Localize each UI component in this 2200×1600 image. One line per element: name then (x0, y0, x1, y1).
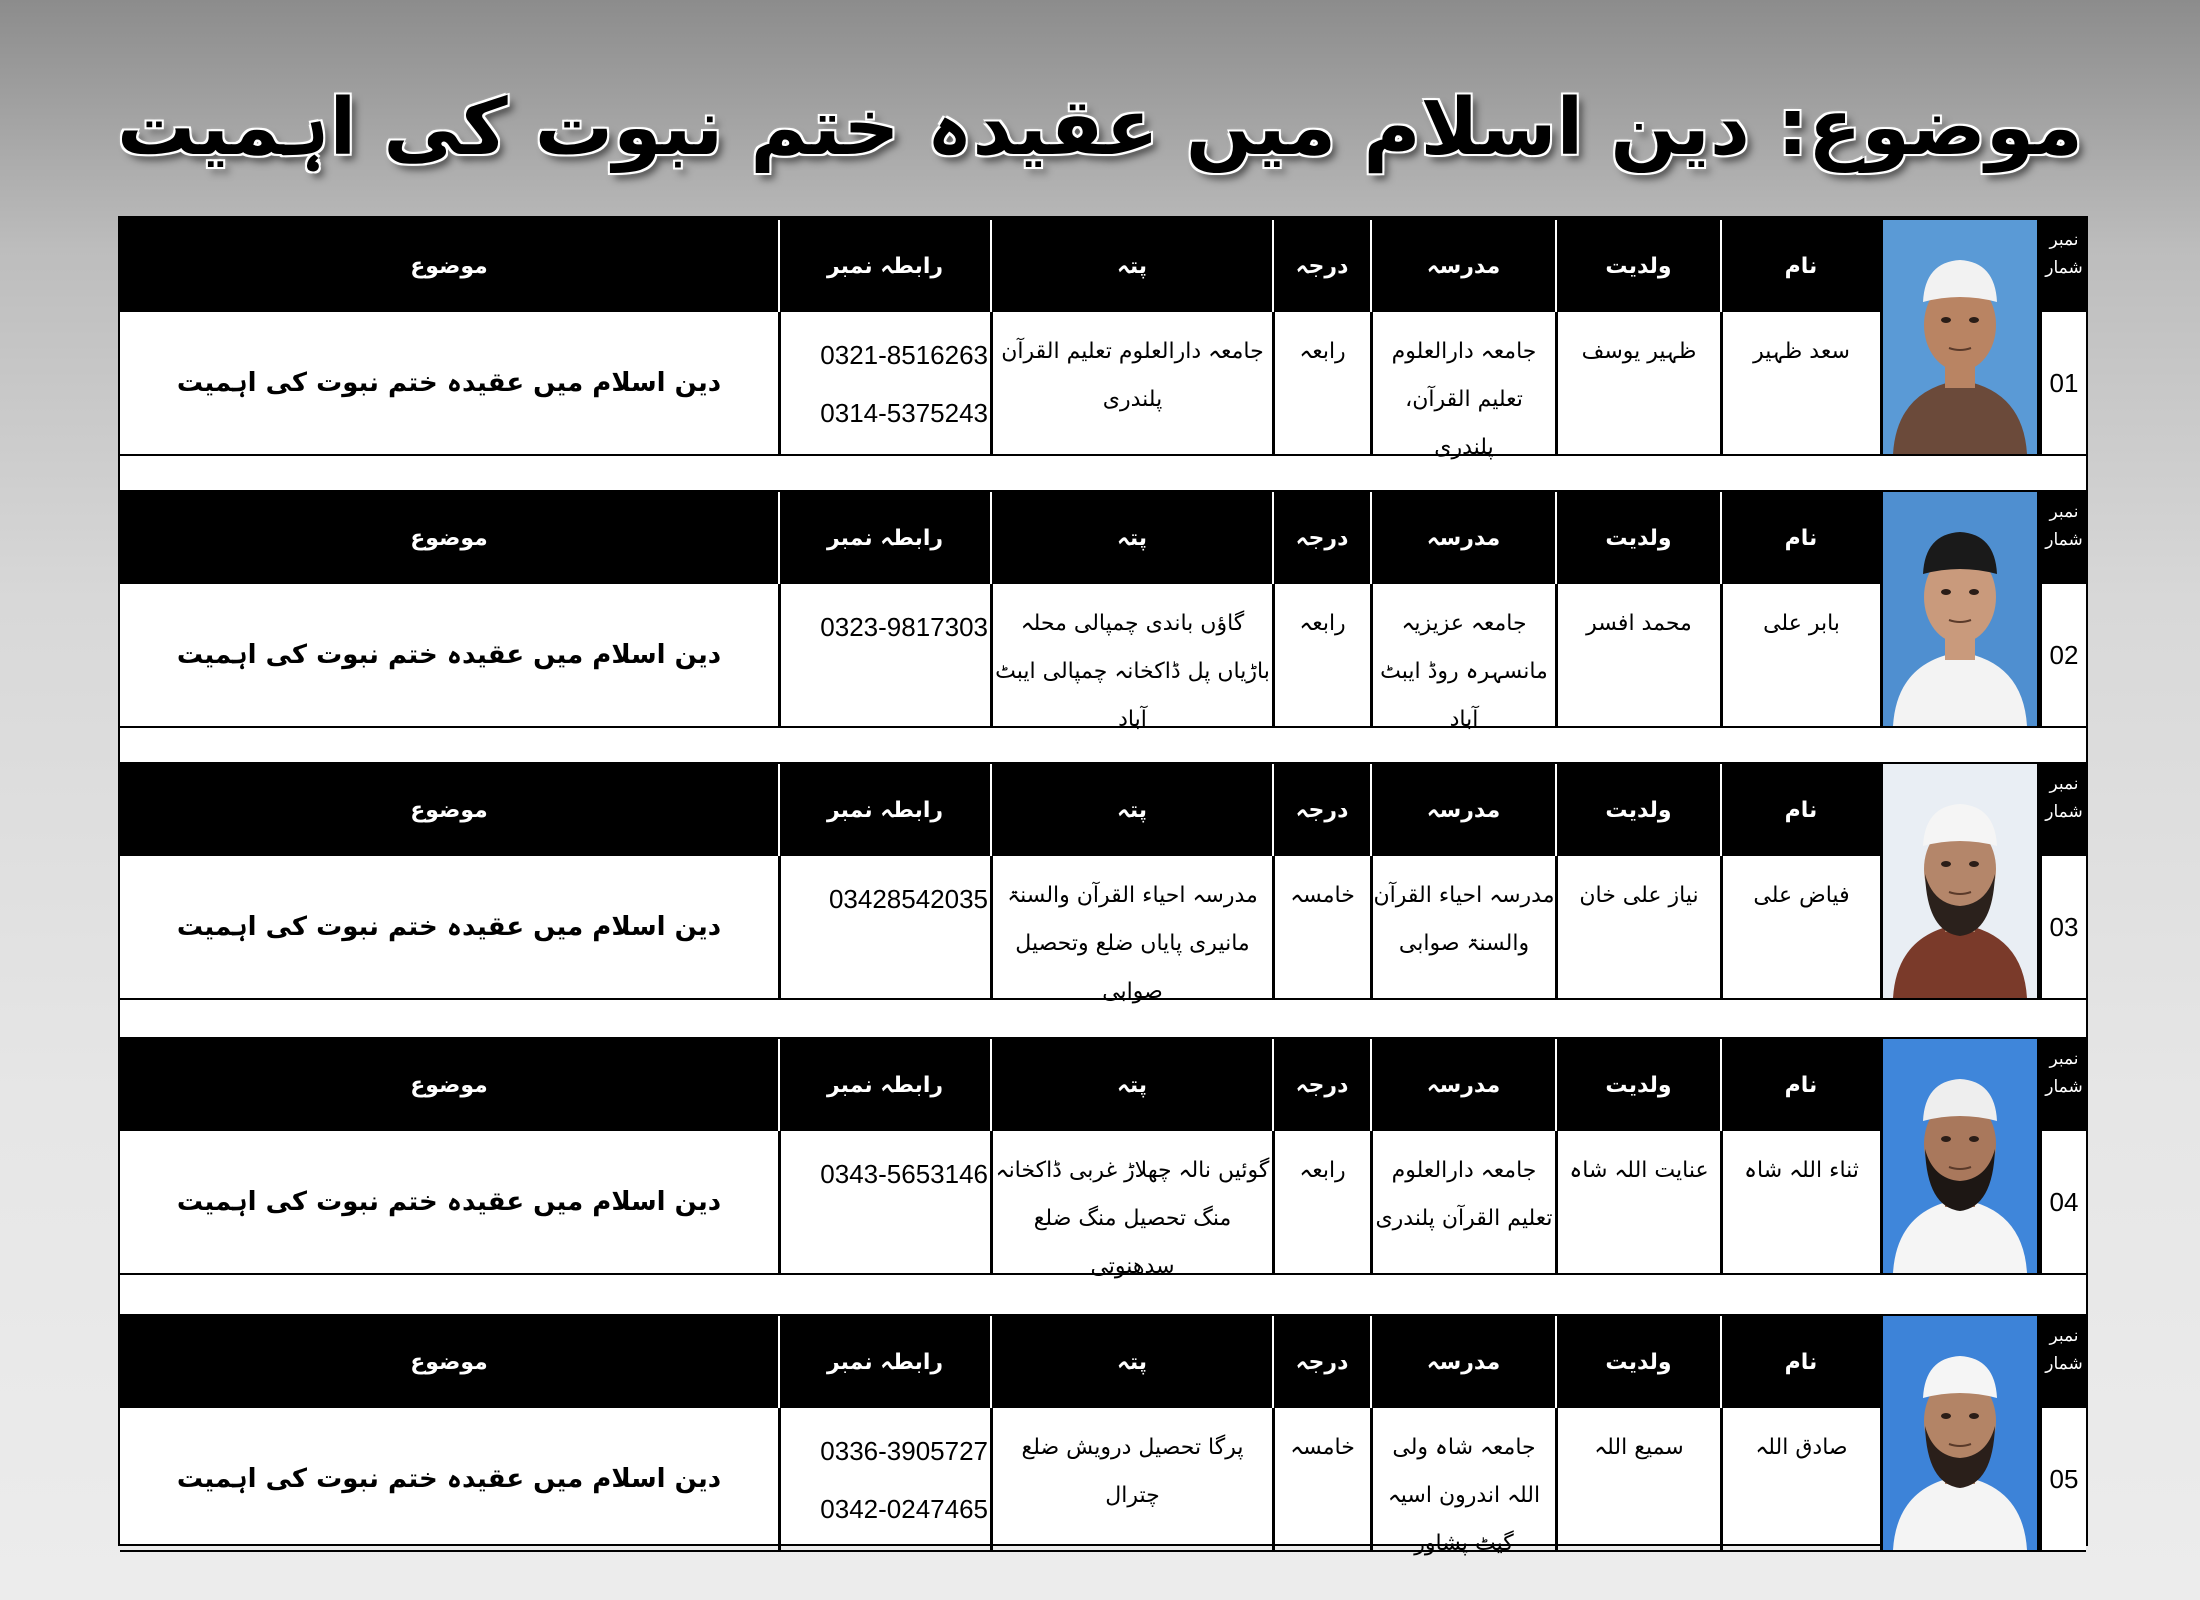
photo-eye-left (1941, 861, 1951, 867)
contact-cell (778, 312, 990, 454)
serial-number: 05 (2049, 1463, 2079, 1494)
header-parentage: ولدیت (1555, 764, 1720, 856)
header-grade: درجہ (1272, 492, 1370, 584)
portrait-image (1883, 764, 2037, 998)
serial-number: 04 (2049, 1186, 2079, 1217)
phone-number: 0323-9817303 (820, 612, 988, 642)
grade-cell (1272, 856, 1370, 998)
topic-cell: دین اسلام میں عقیدہ ختم نبوت کی اہمیت (176, 1464, 722, 1494)
name-cell-text: بابر علی (1763, 611, 1840, 636)
name-cell-text: فیاض علی (1753, 883, 1850, 908)
name-cell (1720, 856, 1880, 998)
madrasa-cell (1370, 1131, 1555, 1273)
grade-cell (1272, 312, 1370, 454)
serial-number: 03 (2049, 911, 2079, 942)
header-topic: موضوع (410, 253, 488, 279)
parentage-cell-text: سمیع اللہ (1594, 1435, 1684, 1460)
address-cell (990, 584, 1272, 732)
serial-column (2040, 1316, 2086, 1550)
photo-eye-left (1941, 1136, 1951, 1142)
header-address: پتہ (990, 220, 1272, 312)
name-cell-text: صادق اللہ (1755, 1435, 1848, 1460)
topic-cell: دین اسلام میں عقیدہ ختم نبوت کی اہمیت (176, 368, 722, 398)
name-cell (1720, 584, 1880, 726)
header-address: پتہ (990, 1039, 1272, 1131)
serial-column (2040, 220, 2086, 454)
grade-cell-text: رابعہ (1299, 611, 1346, 636)
header-name: نام (1720, 492, 1880, 584)
header-topic: موضوع (410, 1349, 488, 1375)
photo-eye-right (1969, 1136, 1979, 1142)
record-row (120, 490, 2086, 732)
topic-cell: دین اسلام میں عقیدہ ختم نبوت کی اہمیت (176, 912, 722, 942)
parentage-cell (1555, 312, 1720, 454)
photo-eye-right (1969, 1413, 1979, 1419)
header-madrasa: مدرسہ (1370, 1316, 1555, 1408)
parentage-cell-text: نیاز علی خان (1579, 883, 1699, 908)
madrasa-cell (1370, 584, 1555, 732)
serial-column (2040, 492, 2086, 726)
address-cell (990, 312, 1272, 454)
student-photo (1880, 492, 2040, 726)
madrasa-cell-text: جامعہ شاہ ولی اللہ اندرون اسیہ گیٹ پشاور (1387, 1435, 1541, 1556)
contact-cell (778, 584, 990, 726)
parentage-cell-text: عنایت اللہ شاہ (1569, 1158, 1709, 1183)
parentage-cell (1555, 856, 1720, 998)
serial-column (2040, 764, 2086, 998)
header-contact: رابطہ نمبر (778, 1316, 990, 1408)
photo-eye-right (1969, 861, 1979, 867)
grade-cell-text: خامسہ (1290, 1435, 1355, 1460)
address-cell-text: گاؤں باندی چمپالی محلہ باڑیاں پل ڈاکخانہ چمپالی ایبٹ آباد (995, 611, 1270, 732)
header-topic: موضوع (410, 525, 488, 551)
madrasa-cell (1370, 856, 1555, 998)
parentage-cell-text: محمد افسر (1586, 611, 1692, 636)
header-grade: درجہ (1272, 1039, 1370, 1131)
header-madrasa: مدرسہ (1370, 1039, 1555, 1131)
header-contact: رابطہ نمبر (778, 220, 990, 312)
student-photo (1880, 1039, 2040, 1273)
address-cell-text: جامعہ دارالعلوم تعلیم القرآن پلندری (1001, 339, 1264, 412)
header-contact: رابطہ نمبر (778, 492, 990, 584)
madrasa-cell (1370, 1408, 1555, 1556)
grade-cell (1272, 1408, 1370, 1550)
phone-number: 03428542035 (828, 884, 988, 914)
header-topic: موضوع (410, 1072, 488, 1098)
header-grade: درجہ (1272, 1316, 1370, 1408)
header-address: پتہ (990, 492, 1272, 584)
header-serial: نمبر شمار (2042, 1316, 2086, 1408)
address-cell-text: گوئیں نالہ چھلاڑ غربی ڈاکخانہ منگ تحصیل منگ ضلع سدھنوتی (995, 1158, 1270, 1279)
portrait-image (1883, 1316, 2037, 1550)
address-cell-text: پرگا تحصیل درویش ضلع چترال (1021, 1435, 1244, 1508)
parentage-cell-text: ظہیر یوسف (1581, 339, 1697, 364)
header-parentage: ولدیت (1555, 1316, 1720, 1408)
address-cell-text: مدرسہ احیاء القرآن والسنۃ مانیری پایاں ضلع وتحصیل صوابی (1007, 883, 1258, 1004)
header-name: نام (1720, 1039, 1880, 1131)
header-address: پتہ (990, 1316, 1272, 1408)
photo-eye-left (1941, 1413, 1951, 1419)
grade-cell-text: رابعہ (1299, 1158, 1346, 1183)
madrasa-cell (1370, 312, 1555, 460)
record-row (120, 762, 2086, 1004)
header-grade: درجہ (1272, 220, 1370, 312)
grade-cell-text: رابعہ (1299, 339, 1346, 364)
parentage-cell (1555, 584, 1720, 726)
student-photo (1880, 1316, 2040, 1550)
madrasa-cell-text: جامعہ دارالعلوم تعلیم القرآن، پلندری (1391, 339, 1537, 460)
header-parentage: ولدیت (1555, 220, 1720, 312)
header-contact: رابطہ نمبر (778, 764, 990, 856)
phone-number: 0336-3905727 (820, 1436, 988, 1466)
photo-eye-right (1969, 317, 1979, 323)
grade-cell (1272, 584, 1370, 726)
contact-cell (778, 1131, 990, 1273)
madrasa-cell-text: جامعہ دارالعلوم تعلیم القرآن پلندری (1375, 1158, 1553, 1231)
header-madrasa: مدرسہ (1370, 764, 1555, 856)
title-text: موضوع: دین اسلام میں عقیدہ ختم نبوت کی اہمیت (117, 83, 2083, 173)
header-name: نام (1720, 1316, 1880, 1408)
name-cell (1720, 1408, 1880, 1550)
contact-cell (778, 1408, 990, 1550)
address-cell (990, 1408, 1272, 1550)
header-serial: نمبر شمار (2042, 764, 2086, 856)
name-cell-text: سعد ظہیر (1753, 339, 1850, 364)
serial-column (2040, 1039, 2086, 1273)
header-contact: رابطہ نمبر (778, 1039, 990, 1131)
photo-eye-left (1941, 317, 1951, 323)
student-photo (1880, 764, 2040, 998)
portrait-image (1883, 220, 2037, 454)
parentage-cell (1555, 1408, 1720, 1550)
records-sheet (118, 216, 2088, 1556)
student-photo (1880, 220, 2040, 454)
header-name: نام (1720, 764, 1880, 856)
phone-number: 0342-0247465 (820, 1494, 988, 1524)
topic-cell: دین اسلام میں عقیدہ ختم نبوت کی اہمیت (176, 1187, 722, 1217)
header-madrasa: مدرسہ (1370, 492, 1555, 584)
photo-eye-left (1941, 589, 1951, 595)
address-cell (990, 1131, 1272, 1279)
record-row (120, 218, 2086, 460)
header-name: نام (1720, 220, 1880, 312)
header-serial: نمبر شمار (2042, 1039, 2086, 1131)
header-serial: نمبر شمار (2042, 220, 2086, 312)
header-madrasa: مدرسہ (1370, 220, 1555, 312)
page-title (0, 58, 2200, 198)
record-row (120, 1037, 2086, 1279)
header-parentage: ولدیت (1555, 492, 1720, 584)
name-cell (1720, 1131, 1880, 1273)
madrasa-cell-text: جامعہ عزیزیہ مانسہرہ روڈ ایبٹ آباد (1380, 611, 1548, 732)
contact-cell (778, 856, 990, 998)
topic-cell: دین اسلام میں عقیدہ ختم نبوت کی اہمیت (176, 640, 722, 670)
name-cell-text: ثناء اللہ شاہ (1744, 1158, 1859, 1183)
header-topic: موضوع (410, 797, 488, 823)
photo-eye-right (1969, 589, 1979, 595)
portrait-image (1883, 1039, 2037, 1273)
header-grade: درجہ (1272, 764, 1370, 856)
grade-cell-text: خامسہ (1290, 883, 1355, 908)
phone-number: 0314-5375243 (820, 398, 988, 428)
parentage-cell (1555, 1131, 1720, 1273)
address-cell (990, 856, 1272, 1004)
serial-number: 01 (2049, 367, 2079, 398)
phone-number: 0343-5653146 (820, 1159, 988, 1189)
grade-cell (1272, 1131, 1370, 1273)
header-serial: نمبر شمار (2042, 492, 2086, 584)
portrait-image (1883, 492, 2037, 726)
header-address: پتہ (990, 764, 1272, 856)
phone-number: 0321-8516263 (820, 340, 988, 370)
name-cell (1720, 312, 1880, 454)
serial-number: 02 (2049, 639, 2079, 670)
record-row (120, 1314, 2086, 1556)
header-parentage: ولدیت (1555, 1039, 1720, 1131)
madrasa-cell-text: مدرسہ احیاء القرآن والسنۃ صوابی (1373, 883, 1555, 956)
